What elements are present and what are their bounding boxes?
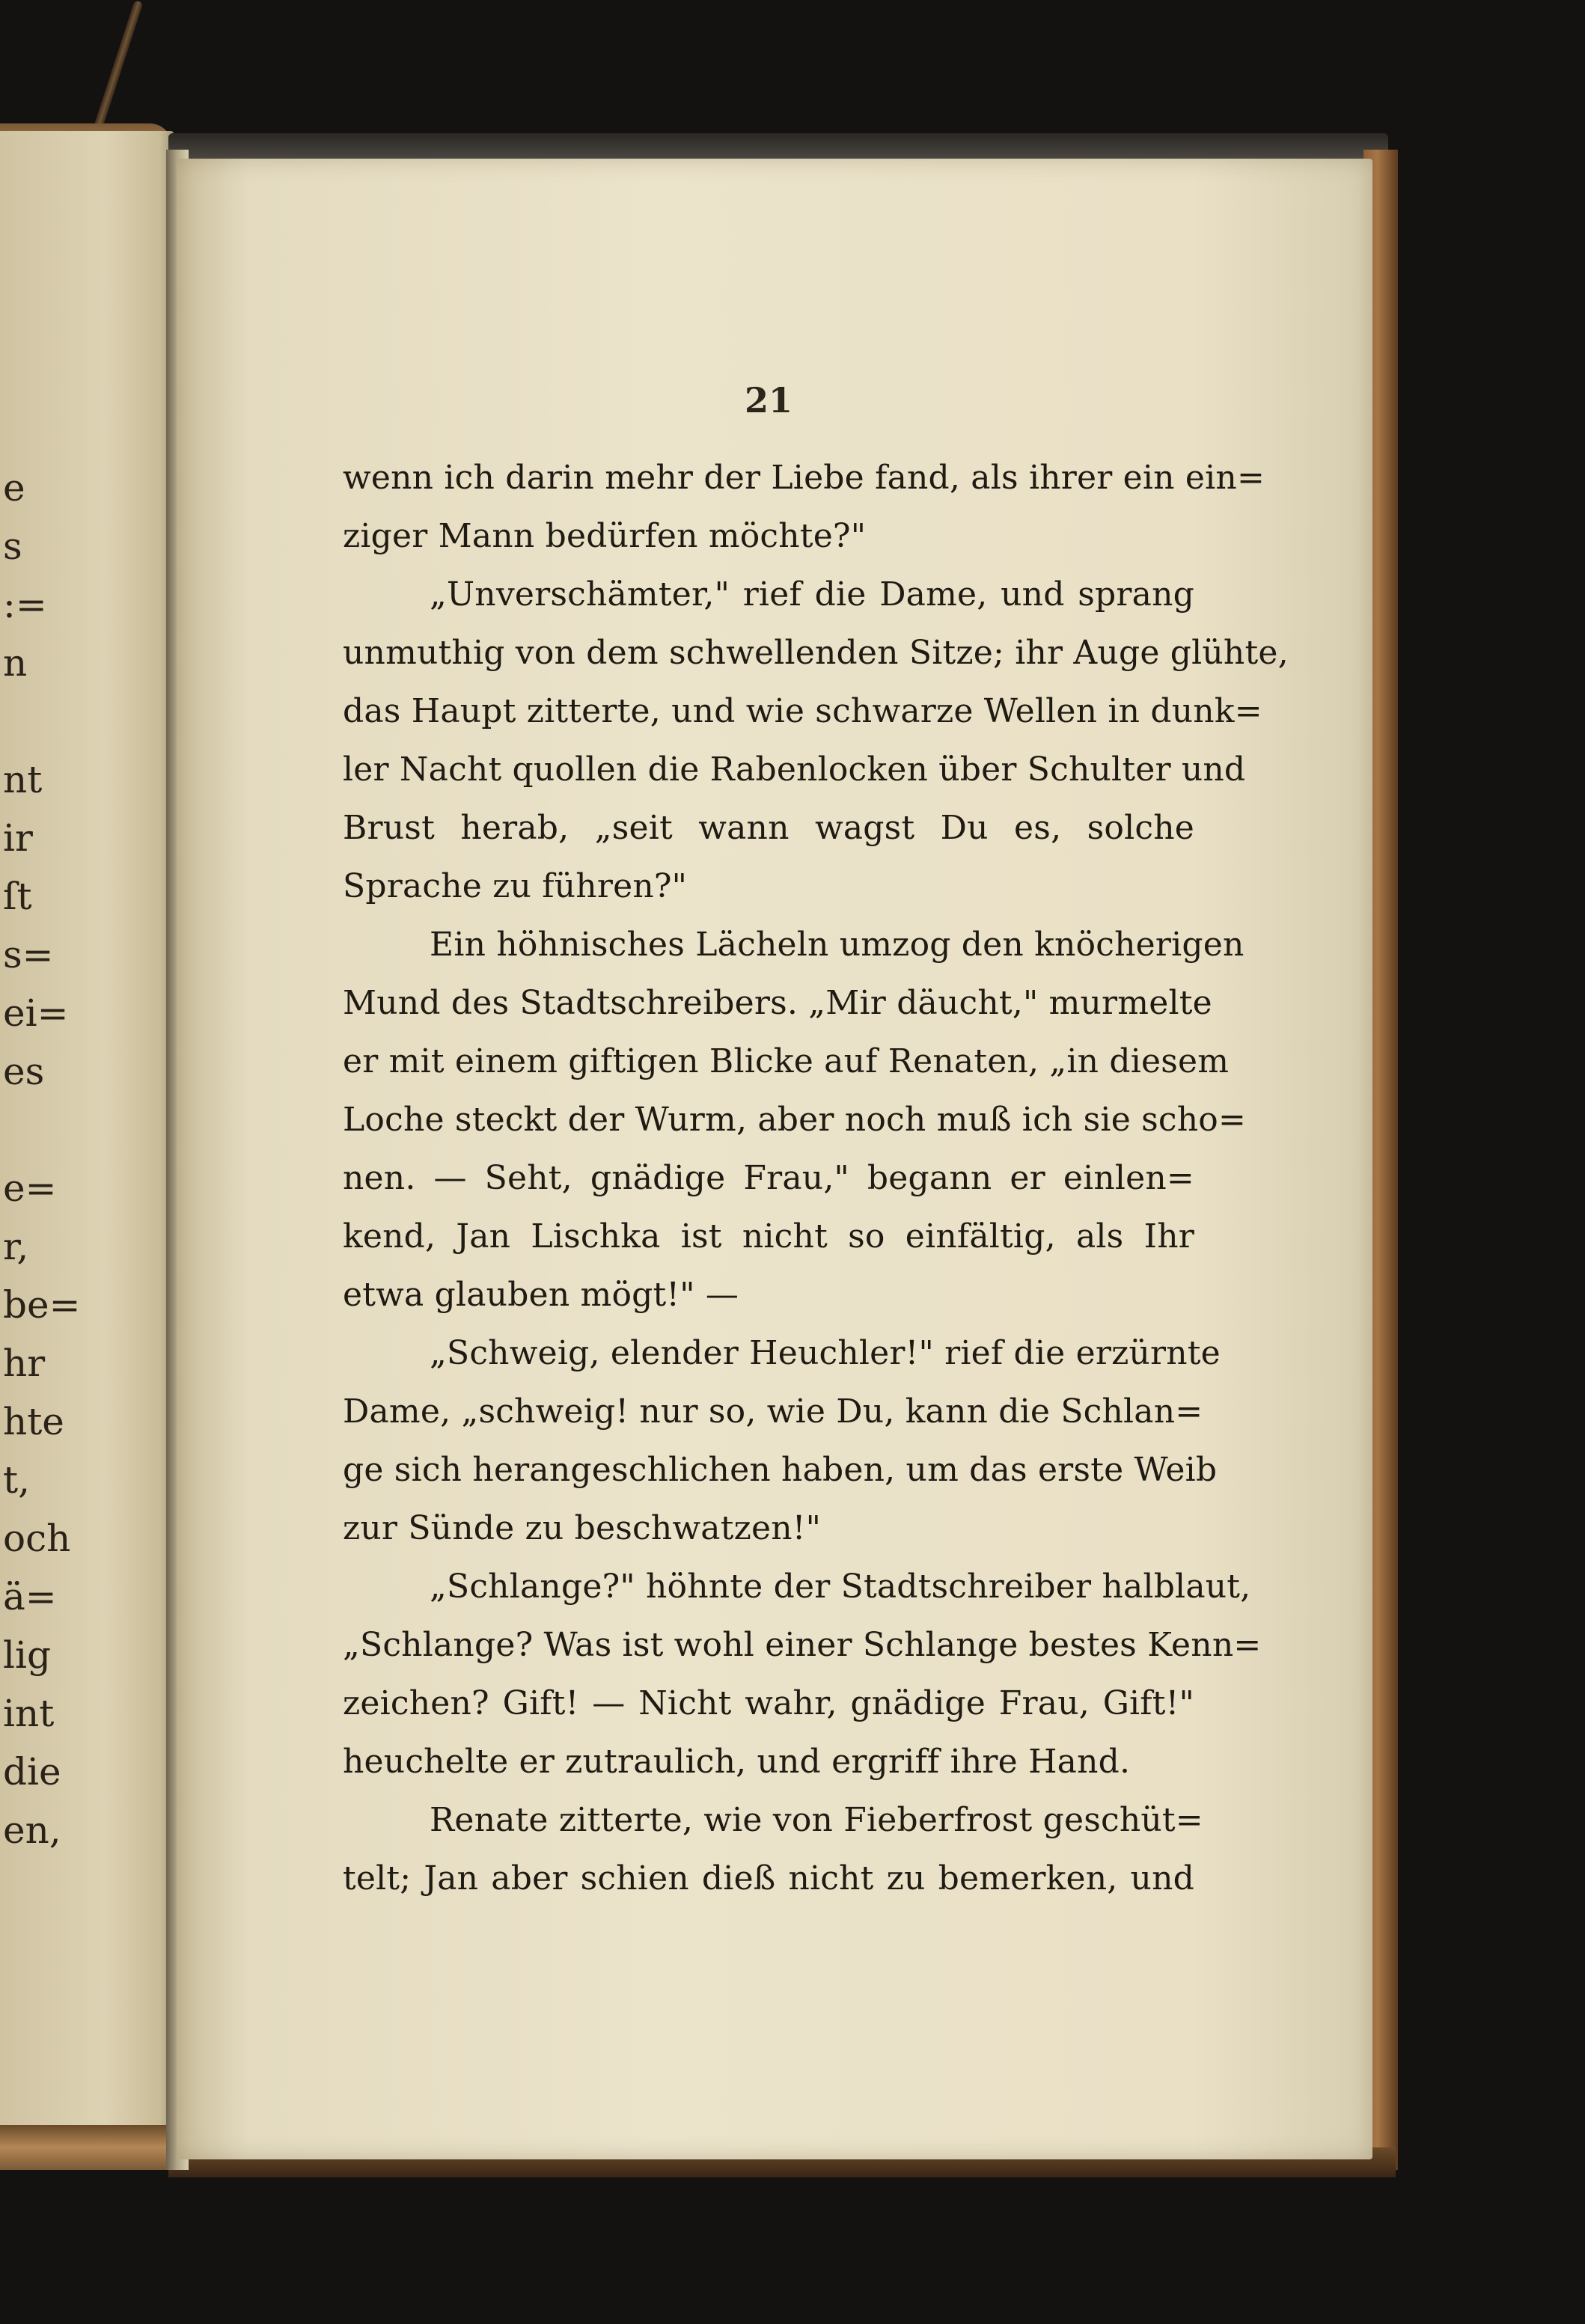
text-line: wenn ich darin mehr der Liebe fand, als ihrer ein ein=	[343, 459, 1265, 497]
left-fragment: och	[3, 1517, 71, 1560]
left-fragment: e=	[3, 1166, 57, 1210]
text-line: Renate zitterte, wie von Fieberfrost geschüt=	[430, 1801, 1203, 1839]
left-cover-edge-bottom	[0, 2125, 172, 2170]
left-fragment: lig	[3, 1633, 51, 1677]
text-line: „Unverschämter," rief die Dame, und sprang	[430, 575, 1194, 614]
left-fragment: ſt	[3, 875, 32, 918]
left-fragment: en,	[3, 1808, 61, 1852]
left-fragment: ä=	[3, 1575, 57, 1618]
left-fragment: ei=	[3, 991, 69, 1035]
left-fragment: int	[3, 1692, 55, 1735]
text-line: etwa glauben mögt!" —	[343, 1276, 739, 1314]
text-line: nen. — Seht, gnädige Frau," begann er einlen=	[343, 1159, 1194, 1197]
left-fragment: s=	[3, 933, 54, 976]
text-line: telt; Jan aber schien dieß nicht zu bemerken, und	[343, 1859, 1194, 1898]
text-line: Loche steckt der Wurm, aber noch muß ich sie scho=	[343, 1101, 1247, 1139]
text-line: zeichen? Gift! — Nicht wahr, gnädige Frau, Gift!"	[343, 1684, 1194, 1722]
left-fragment: hr	[3, 1342, 46, 1385]
text-line: „Schlange? Was ist wohl einer Schlange bestes Kenn=	[343, 1626, 1262, 1664]
left-fragment: die	[3, 1750, 61, 1794]
text-line: unmuthig von dem schwellenden Sitze; ihr Auge glühte,	[343, 634, 1289, 672]
text-line: Sprache zu führen?"	[343, 867, 688, 905]
left-fragment: e	[3, 466, 25, 510]
text-line: das Haupt zitterte, und wie schwarze Wellen in dunk=	[343, 692, 1262, 730]
left-fragment: ir	[3, 816, 33, 860]
left-fragment: hte	[3, 1400, 64, 1443]
left-fragment: n	[3, 641, 28, 685]
text-line: Brust herab, „seit wann wagst Du es, solche	[343, 809, 1194, 847]
left-page	[0, 131, 174, 2166]
text-line: zur Sünde zu beschwatzen!"	[343, 1509, 822, 1547]
text-line: heuchelte er zutraulich, und ergriff ihre Hand.	[343, 1743, 1131, 1781]
text-line: kend, Jan Lischka ist nicht so einfältig, als Ihr	[343, 1217, 1194, 1256]
text-line: ziger Mann bedürfen möchte?"	[343, 517, 867, 555]
text-line: ge sich herangeschlichen haben, um das erste Weib	[343, 1451, 1218, 1489]
text-line: er mit einem giftigen Blicke auf Renaten, „in diesem	[343, 1042, 1230, 1080]
left-fragment: s	[3, 525, 22, 568]
text-line: „Schlange?" höhnte der Stadtschreiber halblaut,	[430, 1568, 1251, 1606]
left-fragment: :=	[3, 583, 47, 626]
text-line: Dame, „schweig! nur so, wie Du, kann die Schlan=	[343, 1392, 1203, 1431]
left-fragment: nt	[3, 758, 43, 801]
text-line: Ein höhnisches Lächeln umzog den knöcherigen	[430, 926, 1245, 964]
left-fragment: be=	[3, 1283, 81, 1327]
text-line: Mund des Stadtschreibers. „Mir däucht," murmelte	[343, 984, 1212, 1022]
left-fragment: es	[3, 1050, 45, 1093]
left-fragment: t,	[3, 1458, 30, 1502]
text-line: „Schweig, elender Heuchler!" rief die erzürnte	[430, 1334, 1221, 1372]
left-fragment: r,	[3, 1225, 29, 1268]
page-number: 21	[745, 380, 793, 421]
page-text	[343, 449, 1289, 1908]
text-line: ler Nacht quollen die Rabenlocken über Schulter und	[343, 750, 1246, 789]
